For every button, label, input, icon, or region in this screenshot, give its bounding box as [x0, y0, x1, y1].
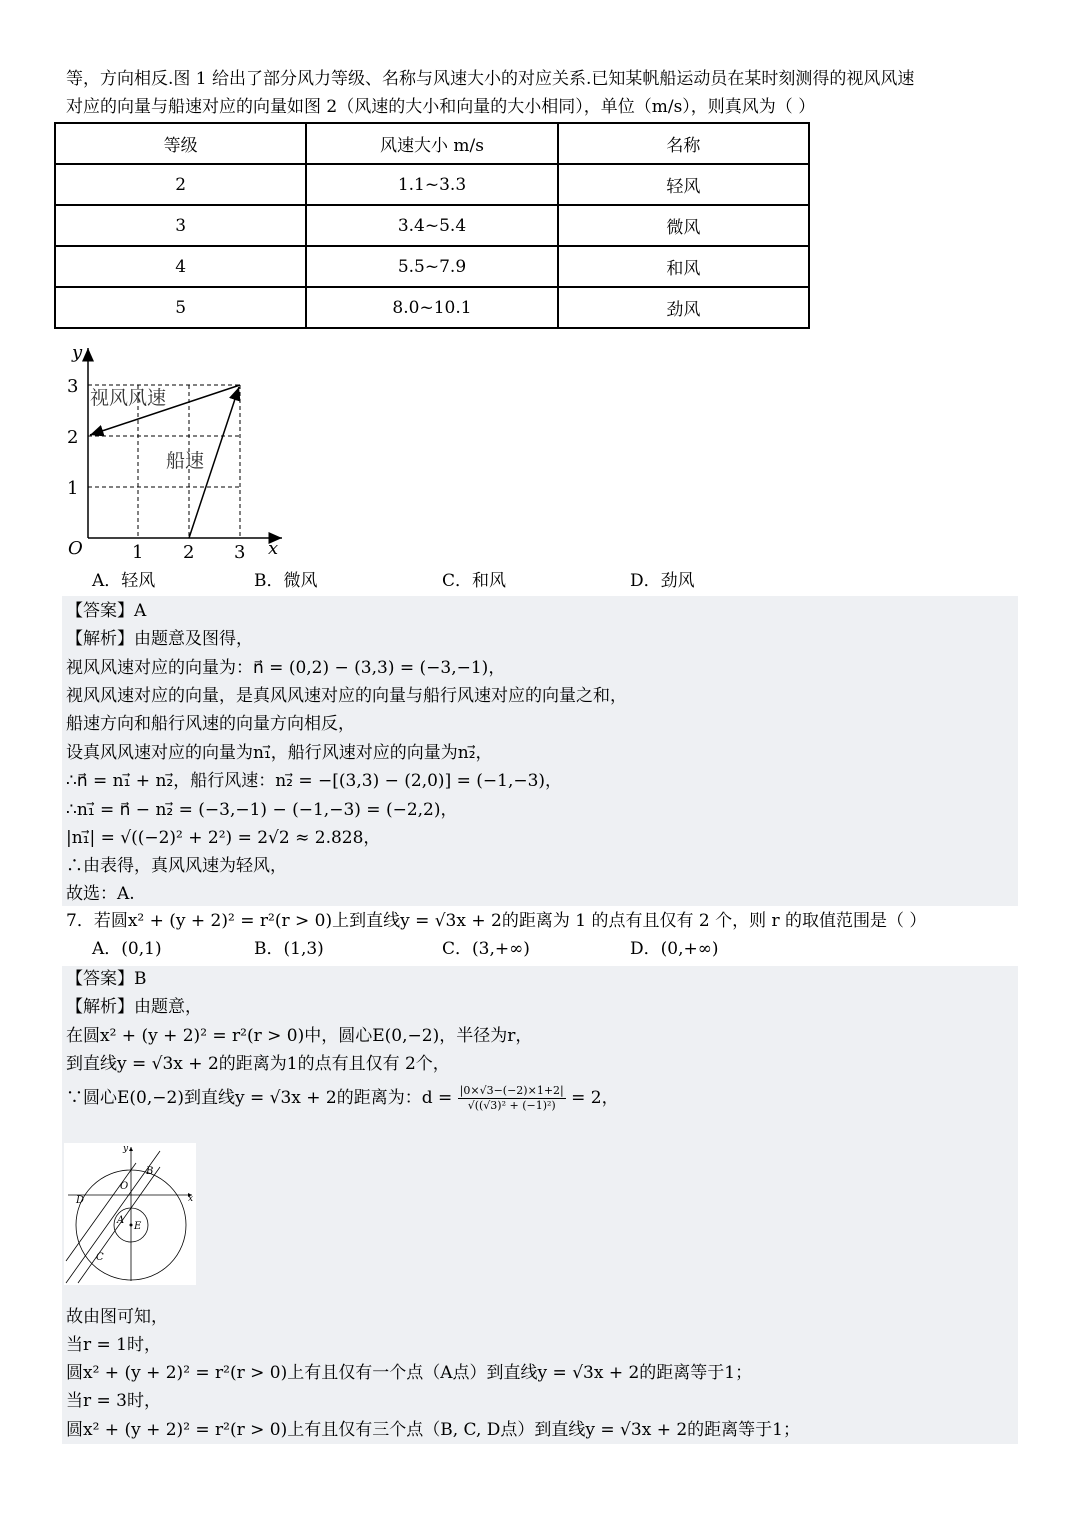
- wind-level-table: [54, 122, 810, 329]
- option-c: C．(3,+∞): [442, 939, 530, 959]
- apparent-wind-label: 视风风速: [90, 387, 167, 409]
- boat-speed-label: 船速: [166, 450, 205, 472]
- table-cell: 微风: [558, 205, 809, 246]
- analysis-line: ∴由表得，真风风速为轻风，: [66, 856, 287, 876]
- table-cell: 5.5~7.9: [306, 246, 557, 287]
- analysis-line: 当r = 1时，: [66, 1335, 161, 1355]
- analysis-line: ∴n⃗ = n₁⃗ + n₂⃗，船行风速：n₂⃗ = −[(3,3) − (2,0)] = (−1,−3)，: [66, 771, 563, 791]
- distance-fraction: [458, 1084, 566, 1113]
- analysis-line: 到直线y = √3x + 2的距离为1的点有且仅有 2个，: [66, 1054, 450, 1074]
- option-d: D．劲风: [630, 571, 695, 591]
- table-cell: 3.4~5.4: [306, 205, 557, 246]
- table-cell: 和风: [558, 246, 809, 287]
- line-parallel-2: [66, 1163, 136, 1261]
- option-a: A．(0,1): [92, 939, 162, 959]
- y-axis-label: y: [72, 342, 83, 363]
- table-row: [55, 246, 809, 287]
- analysis-line: 圆x² + (y + 2)² = r²(r > 0)上有且仅有三个点（B, C, D点）到直线y = √3x + 2的距离等于1；: [66, 1420, 800, 1440]
- table-cell: 5: [55, 287, 306, 328]
- answer-label: 【答案】B: [66, 969, 147, 989]
- table-header-cell: 等级: [55, 123, 306, 164]
- table-cell: 1.1~3.3: [306, 164, 557, 205]
- analysis-line: 故由图可知，: [66, 1307, 168, 1327]
- table-row: [55, 205, 809, 246]
- option-c: C．和风: [442, 571, 507, 591]
- option-b: B．微风: [254, 571, 318, 591]
- analysis-line: 故选：A.: [66, 884, 135, 904]
- x-tick-label: 1: [132, 542, 144, 563]
- table-cell: 轻风: [558, 164, 809, 205]
- x-axis-label: x: [268, 538, 279, 559]
- y-tick-label: 1: [67, 478, 79, 499]
- x-tick-label: 2: [183, 542, 195, 563]
- table-cell: 2: [55, 164, 306, 205]
- analysis-line: 设真风风速对应的向量为n₁⃗，船行风速对应的向量为n₂⃗，: [66, 743, 493, 763]
- table-cell: 4: [55, 246, 306, 287]
- analysis-line: 在圆x² + (y + 2)² = r²(r > 0)中，圆心E(0,−2)，半径为r，: [66, 1026, 533, 1046]
- question-7-stem: 7．若圆x² + (y + 2)² = r²(r > 0)上到直线y = √3x + 2的距离为 1 的点有且仅有 2 个，则 r 的取值范围是（ ）: [66, 911, 927, 931]
- analysis-line: ∴n₁⃗ = n⃗ − n₂⃗ = (−3,−1) − (−1,−3) = (−2,2)，: [66, 800, 458, 820]
- analysis-heading: 【解析】由题意，: [66, 997, 202, 1017]
- distance-formula-line: [66, 1078, 619, 1118]
- x-tick-label: 3: [234, 542, 246, 563]
- fraction-numerator: |0×√3−(−2)×1+2|: [459, 1084, 564, 1097]
- analysis-line: 船速方向和船行风速的向量方向相反，: [66, 714, 355, 734]
- table-cell: 劲风: [558, 287, 809, 328]
- center-point: [130, 1224, 133, 1227]
- formula-suffix: = 2，: [571, 1088, 619, 1108]
- y-tick-label: 3: [67, 376, 79, 397]
- analysis-heading: 【解析】由题意及图得，: [66, 629, 253, 649]
- option-b: B．(1,3): [254, 939, 324, 959]
- answer-label: 【答案】A: [66, 601, 147, 621]
- table-header-cell: 名称: [558, 123, 809, 164]
- table-cell: 3: [55, 205, 306, 246]
- table-cell: 8.0~10.1: [306, 287, 557, 328]
- table-row: [55, 164, 809, 205]
- intro-line-2: 对应的向量与船速对应的向量如图 2（风速的大小和向量的大小相同），单位（m/s），则真风为（ ）: [66, 97, 816, 117]
- formula-prefix: ∵圆心E(0,−2)到直线y = √3x + 2的距离为：d =: [66, 1088, 458, 1108]
- analysis-line: 视风风速对应的向量为：n⃗ = (0,2) − (3,3) = (−3,−1)，: [66, 658, 506, 678]
- point-e-label: E: [134, 1221, 142, 1232]
- fraction-denominator: √((√3)² + (−1)²): [467, 1099, 556, 1112]
- table-header-cell: 风速大小 m/s: [306, 123, 557, 164]
- circle-figure: [64, 1143, 196, 1285]
- y-tick-label: 2: [67, 427, 79, 448]
- point-d-label: D: [76, 1195, 85, 1206]
- origin-label: O: [120, 1181, 129, 1192]
- option-a: A．轻风: [92, 571, 156, 591]
- vector-figure: [60, 340, 290, 570]
- y-label: y: [123, 1144, 129, 1154]
- option-d: D．(0,+∞): [630, 939, 719, 959]
- analysis-line: 视风风速对应的向量，是真风风速对应的向量与船行风速对应的向量之和，: [66, 686, 627, 706]
- table-header-row: [55, 123, 809, 164]
- analysis-line: 当r = 3时，: [66, 1391, 161, 1411]
- table-row: [55, 287, 809, 328]
- point-c-label: C: [96, 1252, 104, 1263]
- x-label: x: [188, 1194, 194, 1204]
- origin-label: O: [68, 538, 83, 559]
- point-a-label: A: [117, 1215, 125, 1226]
- point-b-label: B: [146, 1166, 154, 1177]
- analysis-line: |n₁⃗| = √((−2)² + 2²) = 2√2 ≈ 2.828，: [66, 828, 381, 848]
- analysis-line: 圆x² + (y + 2)² = r²(r > 0)上有且仅有一个点（A点）到直线y = √3x + 2的距离等于1；: [66, 1363, 753, 1383]
- intro-line-1: 等，方向相反.图 1 给出了部分风力等级、名称与风速大小的对应关系.已知某帆船运动员在某时刻测得的视风风速: [66, 69, 915, 89]
